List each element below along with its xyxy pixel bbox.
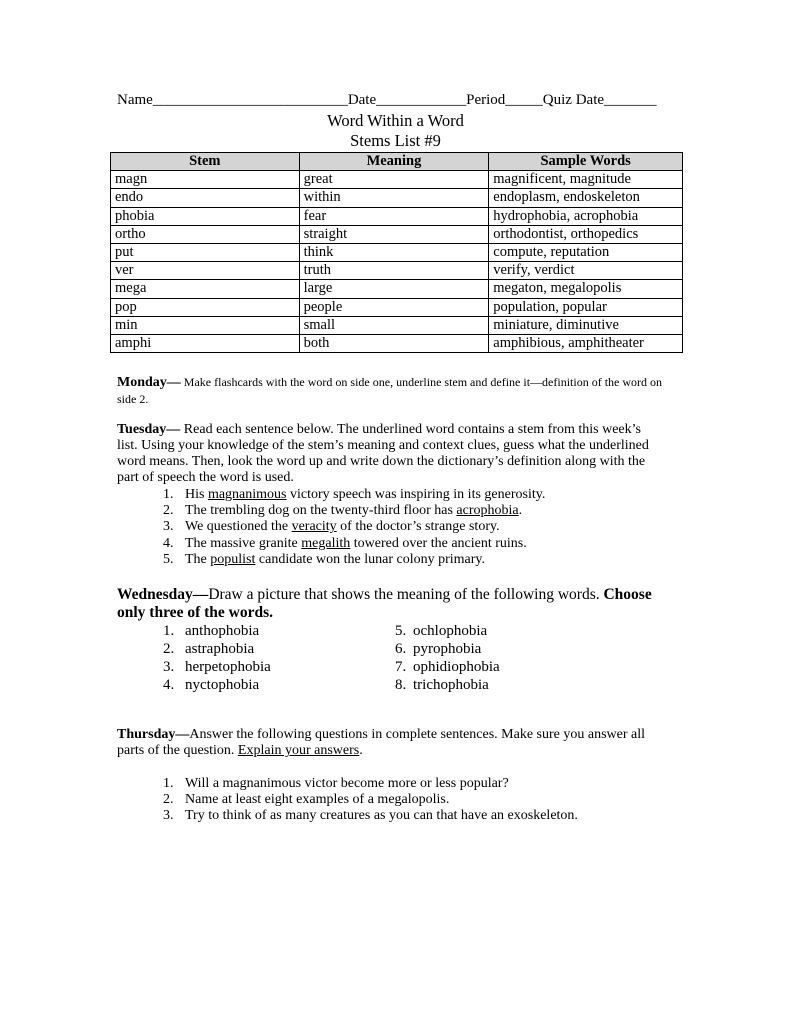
sentence-text: victory speech was inspiring in its generosity.: [286, 487, 546, 502]
table-row: [111, 189, 683, 207]
item-number: 2.: [163, 641, 175, 657]
monday-label: Monday—: [117, 375, 181, 390]
stems-table: [110, 152, 683, 353]
tuesday-section: [117, 422, 665, 486]
header-sample-words: Sample Words: [489, 153, 683, 171]
meaning-cell: large: [299, 280, 489, 298]
phobia-word: anthophobia: [185, 623, 260, 639]
stem-cell: mega: [111, 280, 300, 298]
stem-cell: phobia: [111, 207, 300, 225]
stem-cell: endo: [111, 189, 300, 207]
item-number: 5.: [395, 623, 407, 639]
sentence-text: candidate won the lunar colony primary.: [255, 551, 486, 567]
list-item: [163, 808, 578, 824]
sample-words-cell: population, popular: [489, 298, 683, 316]
meaning-cell: small: [299, 316, 489, 334]
meaning-cell: truth: [299, 262, 489, 280]
table-row: [111, 225, 683, 243]
list-item: [163, 776, 578, 792]
monday-section: [117, 374, 665, 408]
sample-words-cell: magnificent, magnitude: [489, 171, 683, 189]
item-number: 1.: [163, 776, 174, 791]
sentence-text: of the doctor’s strange story.: [336, 519, 500, 535]
list-item: [163, 503, 545, 519]
meaning-cell: people: [299, 298, 489, 316]
item-number: 3.: [163, 659, 175, 675]
thursday-period: .: [359, 743, 363, 758]
list-item: [395, 658, 500, 676]
stem-cell: ortho: [111, 225, 300, 243]
item-number: 1.: [163, 487, 174, 502]
sample-words-cell: amphibious, amphitheater: [489, 334, 683, 352]
list-item: [163, 519, 545, 535]
sentence-text: We questioned the: [185, 519, 292, 535]
explain-answers-text: Explain your answers: [237, 743, 360, 758]
table-row: [111, 280, 683, 298]
meaning-cell: within: [299, 189, 489, 207]
item-number: 2.: [163, 503, 174, 519]
sentence-text: The massive granite: [185, 535, 302, 551]
item-number: 3.: [163, 808, 174, 824]
phobia-word: ochlophobia: [413, 623, 488, 639]
wednesday-label: Wednesday—: [117, 586, 209, 603]
stem-cell: magn: [111, 171, 300, 189]
sentence-text: The trembling dog on the twenty-third floor has: [185, 503, 457, 519]
phobia-list-right: [395, 622, 500, 694]
underlined-word: populist: [210, 551, 256, 567]
item-number: 6.: [395, 641, 407, 657]
sample-words-cell: verify, verdict: [489, 262, 683, 280]
phobia-word: nyctophobia: [185, 677, 260, 693]
item-number: 8.: [395, 677, 407, 693]
table-row: [111, 316, 683, 334]
phobia-word: herpetophobia: [185, 659, 271, 675]
tuesday-instructions: Read each sentence below. The underlined word contains a stem from this week’s list. Using your knowledge of the stem’s meaning and context clues, guess what the underlined word means. Then, look the word up and write down the dictionary’s definition along with the part of speech the word is used.: [117, 422, 649, 485]
sentence-text: The: [185, 551, 211, 567]
tuesday-label: Tuesday—: [117, 422, 181, 437]
tuesday-sentence-list: [163, 487, 545, 568]
list-item: [163, 622, 271, 640]
sample-words-cell: endoplasm, endoskeleton: [489, 189, 683, 207]
meaning-cell: both: [299, 334, 489, 352]
table-header-row: [111, 153, 683, 171]
question-text: Name at least eight examples of a megalopolis.: [185, 792, 450, 808]
stem-cell: pop: [111, 298, 300, 316]
table-row: [111, 334, 683, 352]
underlined-word: acrophobia: [456, 503, 519, 519]
item-number: 2.: [163, 792, 174, 808]
meaning-cell: straight: [299, 225, 489, 243]
item-number: 5.: [163, 551, 174, 567]
thursday-label: Thursday—: [117, 727, 190, 742]
sample-words-cell: miniature, diminutive: [489, 316, 683, 334]
wednesday-section: [117, 586, 677, 622]
list-item: [395, 640, 500, 658]
list-item: [163, 640, 271, 658]
table-row: [111, 243, 683, 261]
header-meaning: Meaning: [299, 153, 489, 171]
list-item: [395, 676, 500, 694]
thursday-section: [117, 727, 667, 759]
wednesday-instructions: Draw a picture that shows the meaning of the following words.: [208, 586, 604, 603]
underlined-word: megalith: [301, 535, 351, 551]
list-item: [395, 622, 500, 640]
item-number: 7.: [395, 659, 407, 675]
phobia-list-left: [163, 622, 271, 694]
wednesday-choose-note: Choose only three of the words.: [117, 586, 652, 621]
sentence-text: His: [185, 487, 208, 502]
table-row: [111, 262, 683, 280]
sample-words-cell: megaton, megalopolis: [489, 280, 683, 298]
stem-cell: put: [111, 243, 300, 261]
monday-instructions: Make flashcards with the word on side one, underline stem and define it—definition of the word on side 2.: [117, 375, 663, 406]
sample-words-cell: hydrophobia, acrophobia: [489, 207, 683, 225]
item-number: 4.: [163, 677, 175, 693]
meaning-cell: great: [299, 171, 489, 189]
thursday-question-list: [163, 776, 578, 825]
sentence-text: .: [518, 503, 523, 519]
table-row: [111, 207, 683, 225]
list-item: [163, 658, 271, 676]
meaning-cell: think: [299, 243, 489, 261]
sample-words-cell: compute, reputation: [489, 243, 683, 261]
sentence-text: towered over the ancient ruins.: [350, 535, 527, 551]
list-item: [163, 676, 271, 694]
header-stem: Stem: [111, 153, 300, 171]
table-row: [111, 171, 683, 189]
item-number: 4.: [163, 535, 174, 551]
table-row: [111, 298, 683, 316]
list-item: [163, 536, 545, 552]
item-number: 3.: [163, 519, 174, 535]
phobia-word: astraphobia: [185, 641, 255, 657]
question-text: Will a magnanimous victor become more or less popular?: [185, 776, 509, 791]
underlined-word: veracity: [291, 519, 337, 535]
list-item: [163, 552, 545, 568]
name-date-period-line: Name__________________________Date____________Period_____Quiz Date_______: [117, 92, 657, 108]
list-item: [163, 792, 578, 808]
question-text: Try to think of as many creatures as you can that have an exoskeleton.: [185, 808, 578, 824]
worksheet-subtitle: Stems List #9: [350, 131, 441, 150]
underlined-word: magnanimous: [207, 487, 287, 502]
stem-cell: min: [111, 316, 300, 334]
sample-words-cell: orthodontist, orthopedics: [489, 225, 683, 243]
stem-cell: ver: [111, 262, 300, 280]
phobia-word: trichophobia: [413, 677, 489, 693]
worksheet-title: Word Within a Word: [327, 111, 464, 130]
phobia-word: ophidiophobia: [413, 659, 500, 675]
phobia-word: pyrophobia: [413, 641, 482, 657]
item-number: 1.: [163, 623, 175, 639]
thursday-instructions: Answer the following questions in complete sentences. Make sure you answer all parts of the question.: [117, 727, 646, 758]
list-item: [163, 487, 545, 503]
meaning-cell: fear: [299, 207, 489, 225]
stem-cell: amphi: [111, 334, 300, 352]
